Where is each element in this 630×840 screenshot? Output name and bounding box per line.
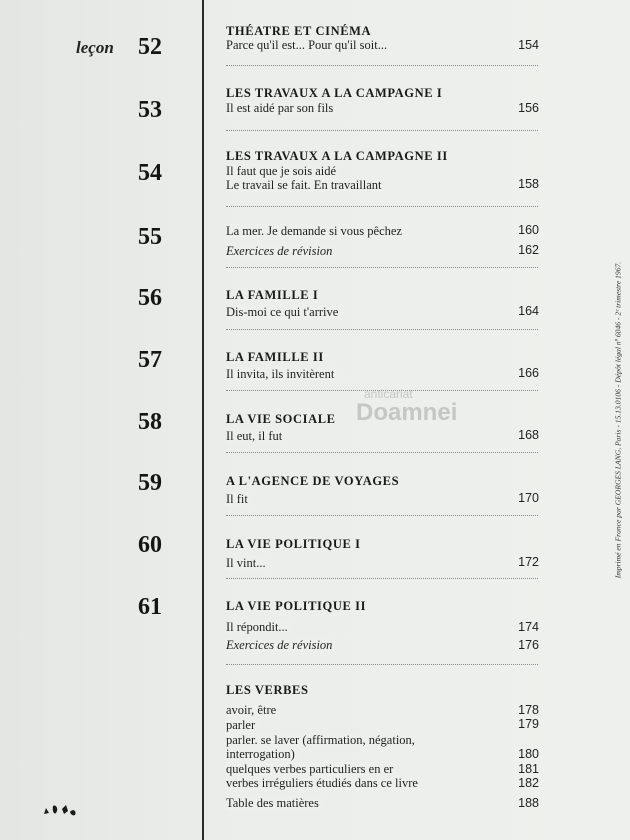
toc-entry xyxy=(226,305,500,321)
toc-entry xyxy=(226,101,500,117)
entry-text: Le travail se fait. En travaillant xyxy=(226,178,385,192)
lesson-number: 52 xyxy=(138,34,162,60)
page-number: 168 xyxy=(518,428,539,442)
page-number: 174 xyxy=(518,620,539,634)
page-number: 162 xyxy=(518,243,539,257)
toc-entry xyxy=(226,367,500,383)
page-number: 158 xyxy=(518,177,539,191)
separator xyxy=(226,664,538,666)
lesson-title: LES TRAVAUX A LA CAMPAGNE I xyxy=(226,86,443,100)
lesson-title: LES TRAVAUX A LA CAMPAGNE II xyxy=(226,149,448,163)
page-number: 170 xyxy=(518,491,539,505)
watermark-line2: Doamnei xyxy=(356,399,458,426)
entry-text: avoir, être xyxy=(226,703,279,717)
entry-text: Il fit xyxy=(226,492,251,506)
entry-text: Table des matières xyxy=(226,796,322,810)
toc-entry xyxy=(226,38,500,54)
page-number: 180 xyxy=(518,747,539,761)
lesson-number: 55 xyxy=(138,224,162,250)
lesson-title: THÉATRE ET CINÉMA xyxy=(226,24,372,38)
entry-text: Il vint... xyxy=(226,556,269,570)
entry-text: parler. se laver (affirmation, négation, xyxy=(226,733,418,747)
entry-text: Il est aidé par son fils xyxy=(226,101,336,115)
separator xyxy=(226,578,538,580)
lesson-number: 54 xyxy=(138,160,162,186)
entry-text: Dis-moi ce qui t'arrive xyxy=(226,305,341,319)
page-number: 156 xyxy=(518,101,539,115)
lesson-number: 56 xyxy=(138,285,162,311)
verbes-entry xyxy=(226,776,500,792)
separator xyxy=(226,329,538,331)
entry-text: Il invita, ils invitèrent xyxy=(226,367,337,381)
lesson-title: LA VIE SOCIALE xyxy=(226,412,336,426)
entry-text: La mer. Je demande si vous pêchez xyxy=(226,224,405,238)
lesson-number: 57 xyxy=(138,347,162,373)
entry-text: Il répondit... xyxy=(226,620,291,634)
entry-text: interrogation) xyxy=(226,747,298,761)
entry-text: parler xyxy=(226,718,258,732)
imprint-text: Imprimé en France par GEORGES LANG, Paris - 15.13.0106 - Dépôt légal nº 6046 - 2ᵉ trimestre 1967. xyxy=(613,261,623,579)
lesson-number: 61 xyxy=(138,594,162,620)
entry-text: verbes irréguliers étudiés dans ce livre xyxy=(226,776,421,790)
entry-text: quelques verbes particuliers en er xyxy=(226,762,396,776)
verbes-entry xyxy=(226,718,500,734)
toc-entry xyxy=(226,556,500,572)
lesson-number: 60 xyxy=(138,532,162,558)
page-number: 166 xyxy=(518,366,539,380)
lesson-title: LA FAMILLE I xyxy=(226,288,319,302)
page-number: 188 xyxy=(518,796,539,810)
page-number: 176 xyxy=(518,638,539,652)
toc-entry xyxy=(226,244,500,260)
page-number: 172 xyxy=(518,555,539,569)
toc-entry xyxy=(226,638,500,654)
toc-entry xyxy=(226,492,500,508)
lesson-number: 58 xyxy=(138,409,162,435)
entry-text: Il faut que je sois aidé xyxy=(226,164,339,178)
lesson-title: LA VIE POLITIQUE II xyxy=(226,599,367,613)
page-number: 178 xyxy=(518,703,539,717)
page-number: 164 xyxy=(518,304,539,318)
separator xyxy=(226,130,538,132)
ink-blot xyxy=(40,800,88,818)
verbes-entry xyxy=(226,703,500,719)
lesson-title: LA FAMILLE II xyxy=(226,350,324,364)
verbes-entry xyxy=(226,796,500,812)
separator xyxy=(226,452,538,454)
page-number: 160 xyxy=(518,223,539,237)
vertical-rule xyxy=(202,0,204,840)
verbes-entry xyxy=(226,747,500,763)
toc-entry xyxy=(226,178,500,194)
lesson-number: 53 xyxy=(138,97,162,123)
entry-text: Parce qu'il est... Pour qu'il soit... xyxy=(226,38,390,52)
entry-text: Il eut, il fut xyxy=(226,429,285,443)
page-number: 182 xyxy=(518,776,539,790)
verbes-title: LES VERBES xyxy=(226,683,309,697)
page-number: 179 xyxy=(518,717,539,731)
lesson-title: LA VIE POLITIQUE I xyxy=(226,537,361,551)
lesson-title: A L'AGENCE DE VOYAGES xyxy=(226,474,400,488)
separator xyxy=(226,65,538,67)
entry-text: Exercices de révision xyxy=(226,638,335,652)
watermark xyxy=(356,385,476,445)
lecon-label: leçon xyxy=(76,38,114,57)
page-number: 154 xyxy=(518,38,539,52)
separator xyxy=(226,515,538,517)
separator xyxy=(226,206,538,208)
lesson-number: 59 xyxy=(138,470,162,496)
page-number: 181 xyxy=(518,762,539,776)
toc-entry xyxy=(226,224,500,240)
toc-entry xyxy=(226,620,500,636)
entry-text: Exercices de révision xyxy=(226,244,335,258)
watermark-line1: anticariat xyxy=(364,387,413,401)
separator xyxy=(226,267,538,269)
